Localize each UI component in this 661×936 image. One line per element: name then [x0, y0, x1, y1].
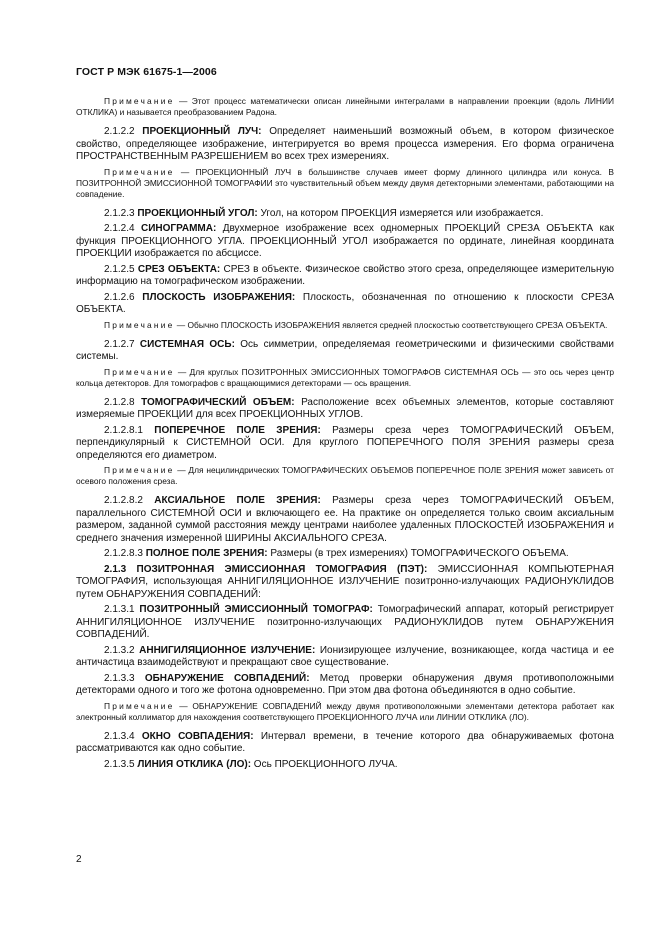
clause-number: 2.1.2.8.1 — [104, 424, 155, 436]
definition-paragraph — [76, 208, 614, 221]
definition-text: Ионизирующее излучение, возникающее, когда частица и ее античастица взаимодействуют и прекращают свое существование. — [76, 644, 615, 668]
clause-number: 2.1.2.4 — [104, 223, 141, 234]
definition-paragraph — [76, 425, 614, 463]
clause-number: 2.1.2.6 — [104, 291, 143, 303]
defined-term: ЛИНИЯ ОТКЛИКА (ЛО): — [137, 758, 252, 770]
definition-text: Расположение всех объемных элементов, которые составляют измеряемые ПРОЕКЦИИ для всех ПРОЕКЦИОННЫХ УГЛОВ. — [76, 396, 614, 420]
definition-text: Двухмерное изображение всех одномерных ПРОЕКЦИЙ СРЕЗА ОБЪЕКТА как функция ПРОЕКЦИОННОГО УГЛА. ПРОЕКЦИОННЫЙ УГОЛ изображается по ординате, линейная координата ПРОЕКЦИИ изображается по абсциссе. — [76, 223, 614, 259]
definition-paragraph — [76, 673, 614, 698]
defined-term: ПЛОСКОСТЬ ИЗОБРАЖЕНИЯ: — [142, 291, 296, 303]
definition-paragraph — [76, 126, 614, 164]
note-text: — Обычно ПЛОСКОСТЬ ИЗОБРАЖЕНИЯ является средней плоскостью соответствующего СРЕЗА ОБЪЕКТА. — [174, 319, 608, 330]
clause-number: 2.1.2.8.3 — [104, 548, 146, 559]
defined-term: СРЕЗ ОБЪЕКТА: — [137, 263, 221, 275]
defined-term: ПОПЕРЕЧНОЕ ПОЛЕ ЗРЕНИЯ: — [154, 424, 321, 436]
defined-term: ПРОЕКЦИОННЫЙ УГОЛ: — [137, 207, 258, 219]
definition-text: ЭМИССИОННАЯ КОМПЬЮТЕРНАЯ ТОМОГРАФИЯ, использующая АННИГИЛЯЦИОННОЕ ИЗЛУЧЕНИЕ позитронно-излучающих РАДИОНУКЛИДОВ путем ОБНАРУЖЕНИЯ СОВПАДЕНИЙ: — [76, 563, 614, 600]
definition-paragraph — [76, 339, 614, 364]
document-body — [76, 96, 614, 774]
clause-number: 2.1.3.4 — [104, 730, 142, 742]
defined-term: АКСИАЛЬНОЕ ПОЛЕ ЗРЕНИЯ: — [154, 495, 321, 506]
clause-number: 2.1.2.8.2 — [104, 495, 155, 506]
definition-paragraph — [76, 264, 614, 289]
note-text: — Для нецилиндрических ТОМОГРАФИЧЕСКИХ ОБЪЕМОВ ПОПЕРЕЧНОЕ ПОЛЕ ЗРЕНИЯ может зависеть от осевого положения среза. — [76, 465, 614, 486]
defined-term: ПОЗИТРОННЫЙ ЭМИССИОННЫЙ ТОМОГРАФ: — [139, 604, 373, 615]
definition-paragraph — [76, 292, 614, 317]
clause-number: 2.1.3 — [104, 563, 137, 575]
note-label: Примечание — [104, 465, 175, 475]
defined-term: СИНОГРАММА: — [140, 223, 217, 234]
defined-term: ПРОЕКЦИОННЫЙ ЛУЧ: — [142, 126, 262, 137]
note-text: — Для круглых ПОЗИТРОННЫХ ЭМИССИОННЫХ ТОМОГРАФОВ СИСТЕМНАЯ ОСЬ — это ось через центр кольца детекторов. Для томографов с вращающимися детекторами — ось вращения. — [76, 366, 614, 388]
clause-number: 2.1.3.3 — [104, 672, 145, 684]
note-label: Примечание — [104, 319, 175, 330]
defined-term: ПОЗИТРОННАЯ ЭМИССИОННАЯ ТОМОГРАФИЯ (ПЭТ): — [136, 563, 428, 575]
definition-text: Размеры среза через ТОМОГРАФИЧЕСКИЙ ОБЪЕМ, перпендикулярный к СИСТЕМНОЙ ОСИ. Для круглого ПОПЕРЕЧНОГО ПОЛЯ ЗРЕНИЯ размеры среза определяются его диаметром. — [76, 424, 614, 461]
definition-text: СРЕЗ в объекте. Физическое свойство этого среза, определяющее измерительную информацию на томографическом изображении. — [76, 263, 614, 287]
definition-text: Ось ПРОЕКЦИОННОГО ЛУЧА. — [251, 758, 398, 770]
note-label: Примечание — [104, 96, 175, 106]
defined-term: ОБНАРУЖЕНИЕ СОВПАДЕНИЙ: — [144, 672, 310, 684]
definition-paragraph — [76, 223, 614, 261]
clause-number: 2.1.2.8 — [104, 396, 142, 408]
defined-term: СИСТЕМНАЯ ОСЬ: — [139, 338, 235, 350]
note-paragraph — [76, 701, 614, 723]
definition-text: Определяет наименьший возможный объем, в котором физическое свойство, определяющее изображение, интегрируется во время процесса измерения. Его форма ограничена ПРОСТРАНСТВЕННЫМ РАЗРЕШЕНИЕМ во всех трех измерениях. — [76, 126, 615, 162]
definition-paragraph — [76, 397, 614, 422]
note-paragraph — [76, 367, 614, 389]
definition-paragraph — [76, 564, 614, 602]
document-header: ГОСТ Р МЭК 61675-1—2006 — [76, 66, 217, 78]
definition-paragraph — [76, 645, 614, 670]
definition-text: Ось симметрии, определяемая геометрическими и физическими свойствами системы. — [76, 338, 614, 362]
note-label: Примечание — [104, 700, 175, 711]
defined-term: ОКНО СОВПАДЕНИЯ: — [141, 730, 254, 742]
note-label: Примечание — [104, 366, 175, 377]
clause-number: 2.1.2.7 — [104, 338, 140, 350]
note-paragraph — [76, 96, 614, 118]
definition-paragraph — [76, 548, 614, 561]
page-number: 2 — [76, 854, 82, 865]
definition-text: Метод проверки обнаружения двумя противоположными детекторами одного и того же фотона одновременно. При этом два фотона объединяются в одно событие. — [76, 672, 615, 696]
defined-term: АННИГИЛЯЦИОННОЕ ИЗЛУЧЕНИЕ: — [139, 644, 316, 656]
note-paragraph — [76, 465, 614, 487]
definition-paragraph — [76, 495, 614, 545]
definition-text: Интервал времени, в течение которого два обнаруживаемых фотона рассматриваются как одно событие. — [76, 730, 614, 754]
definition-text: Томографический аппарат, который регистрирует АННИГИЛЯЦИОННОЕ ИЗЛУЧЕНИЕ позитронно-излучающих РАДИОНУКЛИДОВ путем ОБНАРУЖЕНИЯ СОВПАДЕНИЙ. — [76, 604, 614, 640]
definition-text: Угол, на котором ПРОЕКЦИЯ измеряется или изображается. — [257, 207, 544, 219]
note-label: Примечание — [104, 166, 175, 177]
definition-text: Размеры среза через ТОМОГРАФИЧЕСКИЙ ОБЪЕМ, параллельного СИСТЕМНОЙ ОСИ и включающего ее. На практике он определяется только своим аксиальным размером, заданной суммой расстояния между центрами наиболее удаленных ПЛОСКОСТЕЙ ИЗОБРАЖЕНИЯ и среднего значения измеренной ШИРИНЫ АКСИАЛЬНОГО СРЕЗА. — [76, 495, 615, 544]
clause-number: 2.1.2.2 — [104, 126, 143, 137]
note-paragraph — [76, 320, 614, 331]
definition-paragraph — [76, 731, 614, 756]
definition-paragraph — [76, 604, 614, 642]
clause-number: 2.1.2.5 — [104, 263, 138, 275]
definition-text: Размеры (в трех измерениях) ТОМОГРАФИЧЕСКОГО ОБЪЕМА. — [267, 548, 569, 559]
defined-term: ТОМОГРАФИЧЕСКИЙ ОБЪЕМ: — [141, 396, 295, 408]
defined-term: ПОЛНОЕ ПОЛЕ ЗРЕНИЯ: — [145, 548, 268, 559]
clause-number: 2.1.3.2 — [104, 644, 140, 656]
clause-number: 2.1.3.1 — [104, 604, 140, 615]
note-text: — ОБНАРУЖЕНИЕ СОВПАДЕНИЙ между двумя противоположными элементами детектора работает как электронный коллиматор для нахождения соответствующего ПРОЕКЦИОННОГО ЛУЧА или ЛИНИИ ОТКЛИКА (ЛО). — [76, 700, 614, 722]
definition-text: Плоскость, обозначенная по отношению к плоскости СРЕЗА ОБЪЕКТА. — [76, 291, 614, 315]
definition-paragraph — [76, 759, 614, 772]
clause-number: 2.1.2.3 — [104, 207, 138, 219]
note-text: — Этот процесс математически описан линейными интегралами в направлении проекции (вдоль ЛИНИИ ОТКЛИКА) и называется преобразованием Радона. — [76, 96, 614, 117]
clause-number: 2.1.3.5 — [104, 758, 138, 770]
note-text: — ПРОЕКЦИОННЫЙ ЛУЧ в большинстве случаев имеет форму длинного цилиндра или конуса. В ПОЗИТРОННОЙ ЭМИССИОННОЙ ТОМОГРАФИИ это чувствительный объем между двумя детекторными элементами, работающими на совпадение. — [76, 166, 614, 199]
note-paragraph — [76, 167, 614, 200]
